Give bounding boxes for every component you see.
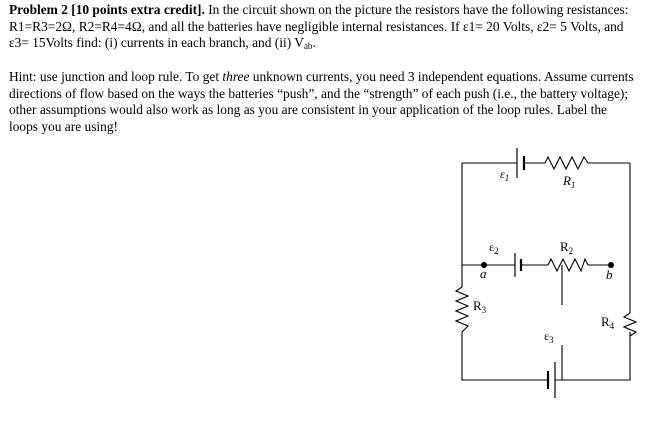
label-e1: $\varepsilon_1$ xyxy=(500,167,510,183)
label-r4: $R_4$ xyxy=(601,314,615,331)
hint-text-2: unknown currents, you need 3 independent equations. Assume currents directions of flow based on the ways the batteries “push”, and the “strength” of each push (i.e., the battery voltage); other assumptions would also work as long as you are consistent in your application of the loop rules. Label the loops you are using! xyxy=(9,69,634,134)
label-r2: $R_2$ xyxy=(560,239,574,256)
battery-e3 xyxy=(548,362,555,398)
hint-text-1: Hint: use junction and loop rule. To get xyxy=(9,69,223,84)
circuit-wires xyxy=(462,163,630,380)
outer-wire xyxy=(462,163,630,380)
label-r3: $R_3$ xyxy=(473,298,487,315)
problem-body-end: . xyxy=(312,35,316,51)
resistor-r1 xyxy=(545,157,588,169)
hint-emphasis: three xyxy=(222,69,250,84)
label-node-b: b xyxy=(606,267,613,282)
label-e3: $\varepsilon_3$ xyxy=(544,329,554,345)
vab-subscript: ab xyxy=(303,41,313,52)
problem-heading: Problem 2 [10 points extra credit]. xyxy=(9,2,205,17)
resistor-r3 xyxy=(456,287,468,332)
battery-e2 xyxy=(515,253,521,277)
resistor-r2 xyxy=(548,259,588,271)
label-r1: $R_1$ xyxy=(563,173,576,190)
problem-body: In the circuit shown on the picture the resistors have the following resistances: R1=R3=2Ω, R2=R4=4Ω, and all the batteries have negligible internal resistances. If ε1= 20 Volts, ε2= 5 Volts, and ε3= 15Volts find: (i) currents in each branch, and (ii) V xyxy=(9,2,629,51)
label-node-a: a xyxy=(480,266,487,281)
label-e2: $\varepsilon_2$ xyxy=(489,240,499,256)
battery-e1 xyxy=(517,148,524,178)
